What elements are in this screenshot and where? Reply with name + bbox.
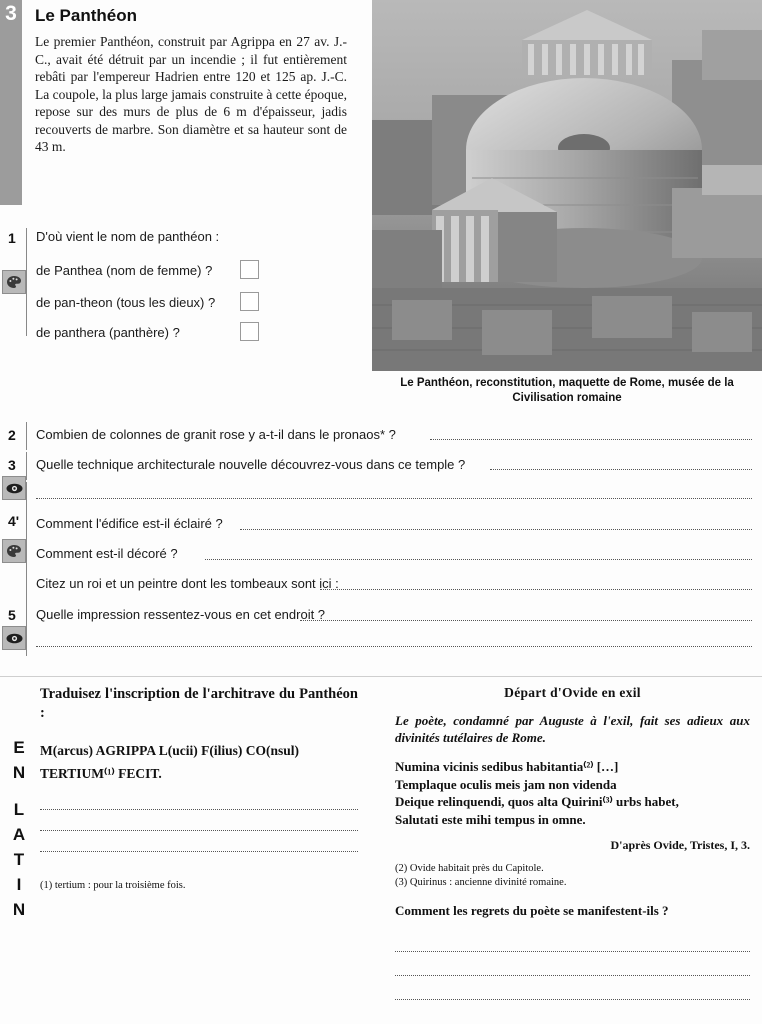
choice-checkbox-1[interactable]: [240, 292, 259, 311]
choice-label-2: de panthera (panthère) ?: [36, 325, 180, 340]
answer-dots[interactable]: [205, 558, 752, 560]
side-letter: I: [16, 875, 22, 894]
palette-icon: [2, 539, 26, 563]
question-1-number: 1: [8, 230, 16, 246]
inscription-line-2: TERTIUM⁽¹⁾ FECIT.: [40, 766, 162, 781]
answer-line[interactable]: [40, 789, 358, 810]
palette-icon: [2, 270, 26, 294]
ovide-title: Départ d'Ovide en exil: [504, 685, 641, 700]
question-rule: [26, 600, 27, 630]
question-number-4: 4': [8, 513, 20, 529]
pantheon-model-photo: [372, 0, 762, 371]
question-number-2: 2: [8, 427, 16, 443]
side-letter: N: [12, 900, 26, 919]
question-row-decor: [0, 542, 762, 572]
ovide-notes: [395, 862, 750, 890]
question-row-3: [0, 454, 762, 484]
choice-checkbox-0[interactable]: [240, 260, 259, 279]
ovide-source: D'après Ovide, Tristes, I, 3.: [610, 838, 750, 852]
question-number-5: 5: [8, 607, 16, 623]
ovide-question: Comment les regrets du poète se manifestent-ils ?: [395, 903, 669, 918]
verse-line: Salutati este mihi tempus in omne.: [395, 811, 586, 827]
question-rule: [26, 630, 27, 656]
question-text-3: Quelle technique architecturale nouvelle découvrez-vous dans ce temple ?: [36, 457, 466, 472]
page-title: Le Panthéon: [35, 6, 138, 25]
verse-line: Templaque oculis meis jam non videnda: [395, 776, 617, 792]
answer-line[interactable]: [40, 831, 358, 852]
latin-footnote: (1) tertium : pour la troisième fois.: [40, 880, 186, 891]
photo-caption: Le Panthéon, reconstitution, maquette de Rome, musée de la Civilisation romaine: [400, 377, 734, 404]
eye-icon: [2, 476, 26, 500]
question-1-prompt: D'où vient le nom de panthéon :: [36, 229, 220, 244]
answer-line[interactable]: [395, 976, 750, 1000]
question-row-5: [0, 602, 762, 632]
question-row-5-continued: [0, 632, 762, 658]
latin-inscription: [40, 739, 358, 785]
answer-line[interactable]: [395, 952, 750, 976]
answer-line[interactable]: [40, 810, 358, 831]
latin-answer-lines[interactable]: [40, 789, 358, 852]
question-row-2: [0, 424, 762, 454]
ovide-verses: [395, 758, 750, 828]
ovide-column: [395, 685, 750, 1000]
side-letter: A: [12, 825, 26, 844]
question-list: [0, 424, 762, 658]
answer-dots[interactable]: [36, 498, 752, 499]
question-number-3: 3: [8, 457, 16, 473]
answer-dots[interactable]: [490, 468, 752, 470]
eye-icon: [2, 626, 26, 650]
question-row-tombs: [0, 572, 762, 602]
verse-line: Deique relinquendi, quos alta Quirini⁽³⁾ urbs habet,: [395, 794, 679, 809]
verse-line: Numina vicinis sedibus habitantia⁽²⁾ […]: [395, 759, 619, 774]
question-rule: [26, 508, 27, 540]
choice-label-0: de Panthea (nom de femme) ?: [36, 263, 213, 278]
section-number: 3: [0, 0, 22, 205]
intro-paragraph: Le premier Panthéon, construit par Agrippa en 27 av. J.-C., avait été détruit par un incendie ; il fut entièrement rebâti par l'empereur Hadrien entre 120 et 125 ap. J.-C. La coupole, la plus large jamais construite à cette époque, repose sur des murs de plus de 6 m d'épaisseur, jadis recouverts de marbre. Son diamètre et sa hauteur sont de 43 m.: [35, 34, 348, 154]
answer-dots[interactable]: [320, 588, 752, 590]
choice-row-1[interactable]: [36, 292, 259, 311]
side-letter: N: [12, 763, 26, 782]
side-letter: E: [13, 738, 25, 757]
question-row-3-continued: [0, 484, 762, 510]
latin-left-column: [40, 685, 358, 891]
question-1-rule: [26, 228, 27, 336]
question-text-decor: Comment est-il décoré ?: [36, 546, 178, 561]
side-letter: T: [13, 850, 25, 869]
question-row-4: [0, 510, 762, 542]
latin-section: [0, 676, 762, 1025]
note-line: (3) Quirinus : ancienne divinité romaine.: [395, 877, 567, 888]
question-rule: [26, 570, 27, 600]
en-latin-side-label: [8, 735, 30, 922]
question-text-4: Comment l'édifice est-il éclairé ?: [36, 516, 223, 531]
top-section: [0, 0, 762, 420]
answer-dots[interactable]: [240, 528, 752, 530]
question-text-tombs: Citez un roi et un peintre dont les tombeaux sont ici :: [36, 576, 339, 591]
choice-row-0[interactable]: [36, 260, 259, 279]
choice-checkbox-2[interactable]: [240, 322, 259, 341]
latin-instruction: Traduisez l'inscription de l'architrave du Panthéon :: [40, 686, 358, 721]
choice-row-2[interactable]: [36, 322, 259, 341]
ovide-answer-lines[interactable]: [395, 928, 750, 1000]
choice-label-1: de pan-theon (tous les dieux) ?: [36, 295, 216, 310]
answer-dots[interactable]: [430, 438, 752, 440]
question-text-2: Combien de colonnes de granit rose y a-t-il dans le pronaos* ?: [36, 427, 396, 442]
question-rule: [26, 482, 27, 508]
question-text-5: Quelle impression ressentez-vous en cet endroit ?: [36, 607, 326, 622]
answer-dots[interactable]: [36, 646, 752, 647]
answer-dots[interactable]: [300, 619, 752, 621]
question-rule: [26, 452, 27, 480]
ovide-lede: Le poète, condamné par Auguste à l'exil, fait ses adieux aux divinités tutélaires de Rome.: [395, 713, 750, 745]
inscription-line-1: M(arcus) AGRIPPA L(ucii) F(ilius) CO(nsul): [40, 743, 299, 758]
answer-line[interactable]: [395, 928, 750, 952]
note-line: (2) Ovide habitait près du Capitole.: [395, 863, 544, 874]
question-rule: [26, 540, 27, 570]
question-rule: [26, 422, 27, 450]
side-letter: L: [13, 800, 25, 819]
